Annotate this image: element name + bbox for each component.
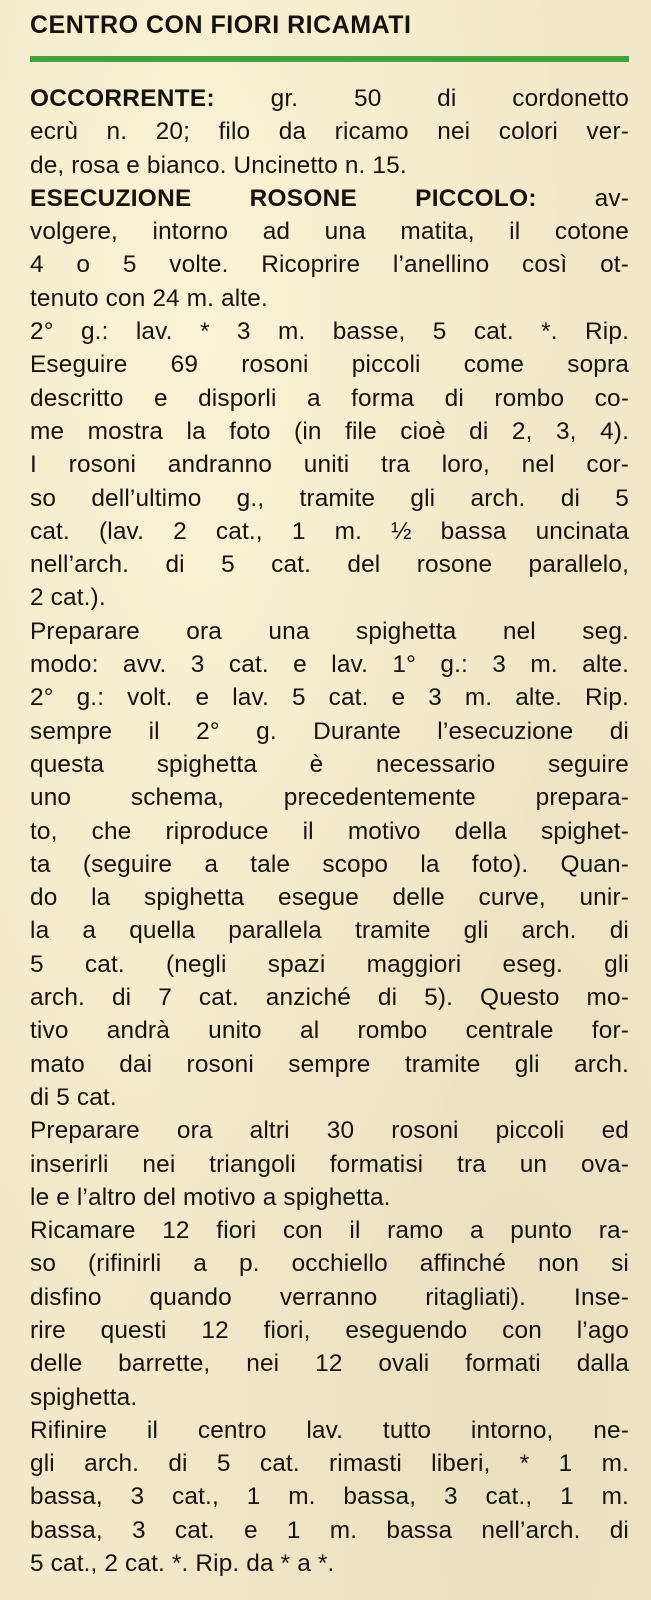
line-text: modo: avv. 3 cat. e lav. 1° g.: 3 m. alte. bbox=[30, 651, 629, 679]
text-line bbox=[30, 1181, 629, 1214]
text-line bbox=[30, 1447, 629, 1480]
line-text: mato dai rosoni sempre tramite gli arch. bbox=[30, 1050, 629, 1078]
text-line bbox=[30, 914, 629, 947]
line-text: disfino quando verranno ritagliati). Inse- bbox=[30, 1283, 629, 1311]
text-line bbox=[30, 1247, 629, 1280]
line-text: Preparare ora una spighetta nel seg. bbox=[30, 617, 629, 645]
line-text: tenuto con 24 m. alte. bbox=[30, 284, 268, 312]
text-line bbox=[30, 348, 629, 381]
section-heading: OCCORRENTE: bbox=[30, 85, 215, 112]
line-text: rire questi 12 fiori, eseguendo con l’ago bbox=[30, 1316, 629, 1344]
text-line bbox=[30, 182, 629, 215]
line-text: sempre il 2° g. Durante l’esecuzione di bbox=[30, 717, 629, 745]
line-text: di 5 cat. bbox=[30, 1083, 117, 1111]
text-line bbox=[30, 1148, 629, 1181]
line-text: gr. 50 di cordonetto bbox=[214, 85, 629, 112]
text-line bbox=[30, 1381, 629, 1414]
text-line bbox=[30, 382, 629, 415]
text-line bbox=[30, 615, 629, 648]
text-line bbox=[30, 448, 629, 481]
text-line bbox=[30, 1081, 629, 1114]
line-text: 5 cat. (negli spazi maggiori eseg. gli bbox=[30, 950, 629, 978]
text-line bbox=[30, 1514, 629, 1547]
text-line bbox=[30, 515, 629, 548]
line-text: spighetta. bbox=[30, 1383, 138, 1411]
line-text: 5 cat., 2 cat. *. Rip. da * a *. bbox=[30, 1550, 335, 1578]
text-line bbox=[30, 881, 629, 914]
line-text: Preparare ora altri 30 rosoni piccoli ed bbox=[30, 1117, 629, 1145]
line-text: la a quella parallela tramite gli arch. di bbox=[30, 917, 629, 945]
text-line bbox=[30, 115, 629, 148]
text-line bbox=[30, 248, 629, 281]
text-line bbox=[30, 748, 629, 781]
text-line bbox=[30, 548, 629, 581]
line-text: av- bbox=[536, 184, 629, 212]
text-line bbox=[30, 648, 629, 681]
line-text: 2° g.: lav. * 3 m. basse, 5 cat. *. Rip. bbox=[30, 318, 629, 346]
text-line bbox=[30, 781, 629, 814]
text-line bbox=[30, 815, 629, 848]
text-line bbox=[30, 581, 629, 614]
text-line bbox=[30, 681, 629, 714]
line-text: de, rosa e bianco. Uncinetto n. 15. bbox=[30, 151, 407, 179]
line-text: descritto e disporli a forma di rombo co- bbox=[30, 384, 629, 412]
line-text: do la spighetta esegue delle curve, unir- bbox=[30, 884, 629, 912]
text-line bbox=[30, 848, 629, 881]
line-text: bassa, 3 cat. e 1 m. bassa nell’arch. di bbox=[30, 1516, 629, 1544]
text-line bbox=[30, 215, 629, 248]
line-text: nell’arch. di 5 cat. del rosone parallelo, bbox=[30, 551, 629, 579]
text-line bbox=[30, 1480, 629, 1513]
title-divider bbox=[30, 56, 629, 62]
line-text: ta (seguire a tale scopo la foto). Quan- bbox=[30, 850, 629, 878]
line-text: I rosoni andranno uniti tra loro, nel cor- bbox=[30, 451, 629, 479]
line-text: arch. di 7 cat. anziché di 5). Questo mo- bbox=[30, 984, 629, 1012]
line-text: 2 cat.). bbox=[30, 584, 106, 612]
line-text: Ricamare 12 fiori con il ramo a punto ra- bbox=[30, 1217, 629, 1245]
line-text: to, che riproduce il motivo della spighet- bbox=[30, 817, 629, 845]
instructions-text bbox=[30, 82, 629, 1580]
text-line bbox=[30, 1014, 629, 1047]
line-text: ecrù n. 20; filo da ricamo nei colori ver- bbox=[30, 118, 629, 146]
text-line bbox=[30, 1114, 629, 1147]
text-line bbox=[30, 1214, 629, 1247]
line-text: uno schema, precedentemente prepara- bbox=[30, 784, 629, 812]
page-title: CENTRO CON FIORI RICAMATI bbox=[30, 11, 412, 39]
text-line bbox=[30, 1281, 629, 1314]
text-line bbox=[30, 482, 629, 515]
line-text: volgere, intorno ad una matita, il cotone bbox=[30, 218, 629, 246]
text-line bbox=[30, 415, 629, 448]
line-text: 2° g.: volt. e lav. 5 cat. e 3 m. alte. Rip. bbox=[30, 684, 629, 712]
line-text: Eseguire 69 rosoni piccoli come sopra bbox=[30, 351, 629, 379]
text-line bbox=[30, 1347, 629, 1380]
text-line bbox=[30, 715, 629, 748]
line-text: 4 o 5 volte. Ricoprire l’anellino così ot- bbox=[30, 251, 629, 279]
line-text: delle barrette, nei 12 ovali formati dalla bbox=[30, 1350, 629, 1378]
line-text: Rifinire il centro lav. tutto intorno, ne- bbox=[30, 1416, 629, 1444]
text-line bbox=[30, 1314, 629, 1347]
text-line bbox=[30, 82, 629, 115]
section-heading: ESECUZIONE ROSONE PICCOLO: bbox=[30, 184, 537, 212]
text-line bbox=[30, 948, 629, 981]
line-text: inserirli nei triangoli formatisi tra un ova- bbox=[30, 1150, 629, 1178]
text-line bbox=[30, 1547, 629, 1580]
text-line bbox=[30, 1048, 629, 1081]
text-line bbox=[30, 1414, 629, 1447]
text-line bbox=[30, 149, 629, 182]
line-text: gli arch. di 5 cat. rimasti liberi, * 1 m. bbox=[30, 1450, 629, 1478]
line-text: cat. (lav. 2 cat., 1 m. ½ bassa uncinata bbox=[30, 517, 629, 545]
line-text: bassa, 3 cat., 1 m. bassa, 3 cat., 1 m. bbox=[30, 1483, 629, 1511]
line-text: me mostra la foto (in file cioè di 2, 3, 4). bbox=[30, 417, 629, 445]
line-text: questa spighetta è necessario seguire bbox=[30, 750, 629, 778]
text-line bbox=[30, 315, 629, 348]
line-text: le e l’altro del motivo a spighetta. bbox=[30, 1183, 391, 1211]
text-line bbox=[30, 981, 629, 1014]
text-line bbox=[30, 282, 629, 315]
line-text: tivo andrà unito al rombo centrale for- bbox=[30, 1017, 629, 1045]
line-text: so (rifinirli a p. occhiello affinché non si bbox=[30, 1250, 629, 1278]
line-text: so dell’ultimo g., tramite gli arch. di 5 bbox=[30, 484, 629, 512]
